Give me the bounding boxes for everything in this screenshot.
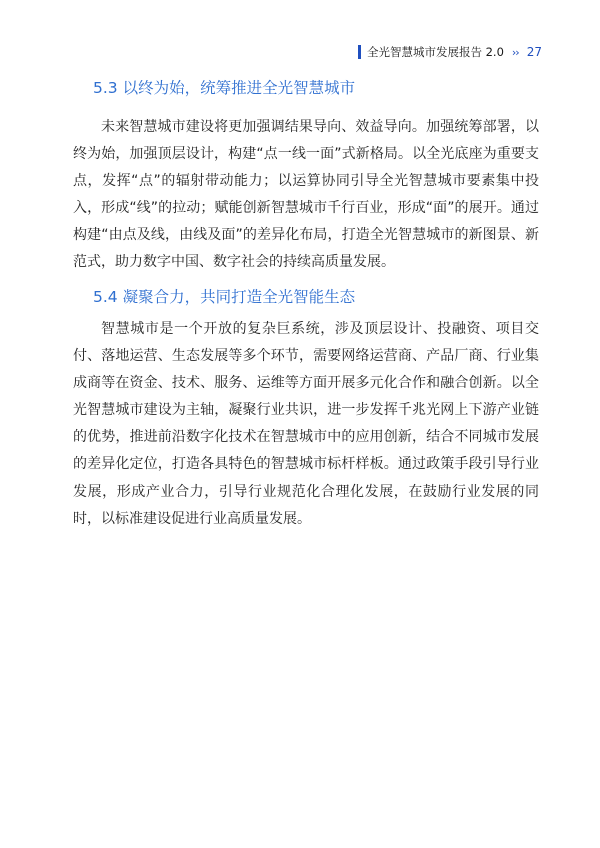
section-paragraph-5-4: 智慧城市是一个开放的复杂巨系统，涉及顶层设计、投融资、项目交付、落地运营、生态发展等多个环节，需要网络运营商、产品厂商、行业集成商等在资金、技术、服务、运维等方面开展多元化合作和融合创新。以全光智慧城市建设为主轴，凝聚行业共识，进一步发挥千兆光网上下游产业链的优势，推进前沿数字化技术在智慧城市中的应用创新，结合不同城市发展的差异化定位，打造各具特色的智慧城市标杆样板。通过政策手段引导行业发展，形成产业合力，引导行业规范化合理化发展，在鼓励行业发展的同时，以标准建设促进行业高质量发展。 (73, 321, 539, 527)
page-number: 27 (526, 45, 542, 59)
section-heading-5-4: 5.4 凝聚合力，共同打造全光智能生态 (93, 288, 356, 306)
header-accent-bar (358, 45, 361, 59)
running-header (358, 44, 542, 60)
section-heading-5-3: 5.3 以终为始，统筹推进全光智慧城市 (93, 79, 356, 97)
section-paragraph-5-3: 未来智慧城市建设将更加强调结果导向、效益导向。加强统筹部署，以终为始，加强顶层设计，构建“点一线一面”式新格局。以全光底座为重要支点，发挥“点”的辐射带动能力；以运算协同引导全光智慧城市要素集中投入，形成“线”的拉动；赋能创新智慧城市千行百业，形成“面”的展开。通过构建“由点及线，由线及面”的差异化布局，打造全光智慧城市的新图景、新范式，助力数字中国、数字社会的持续高质量发展。 (73, 119, 539, 271)
chevron-right-icon: ›› (511, 45, 519, 59)
report-title: 全光智慧城市发展报告 2.0 (366, 45, 504, 59)
